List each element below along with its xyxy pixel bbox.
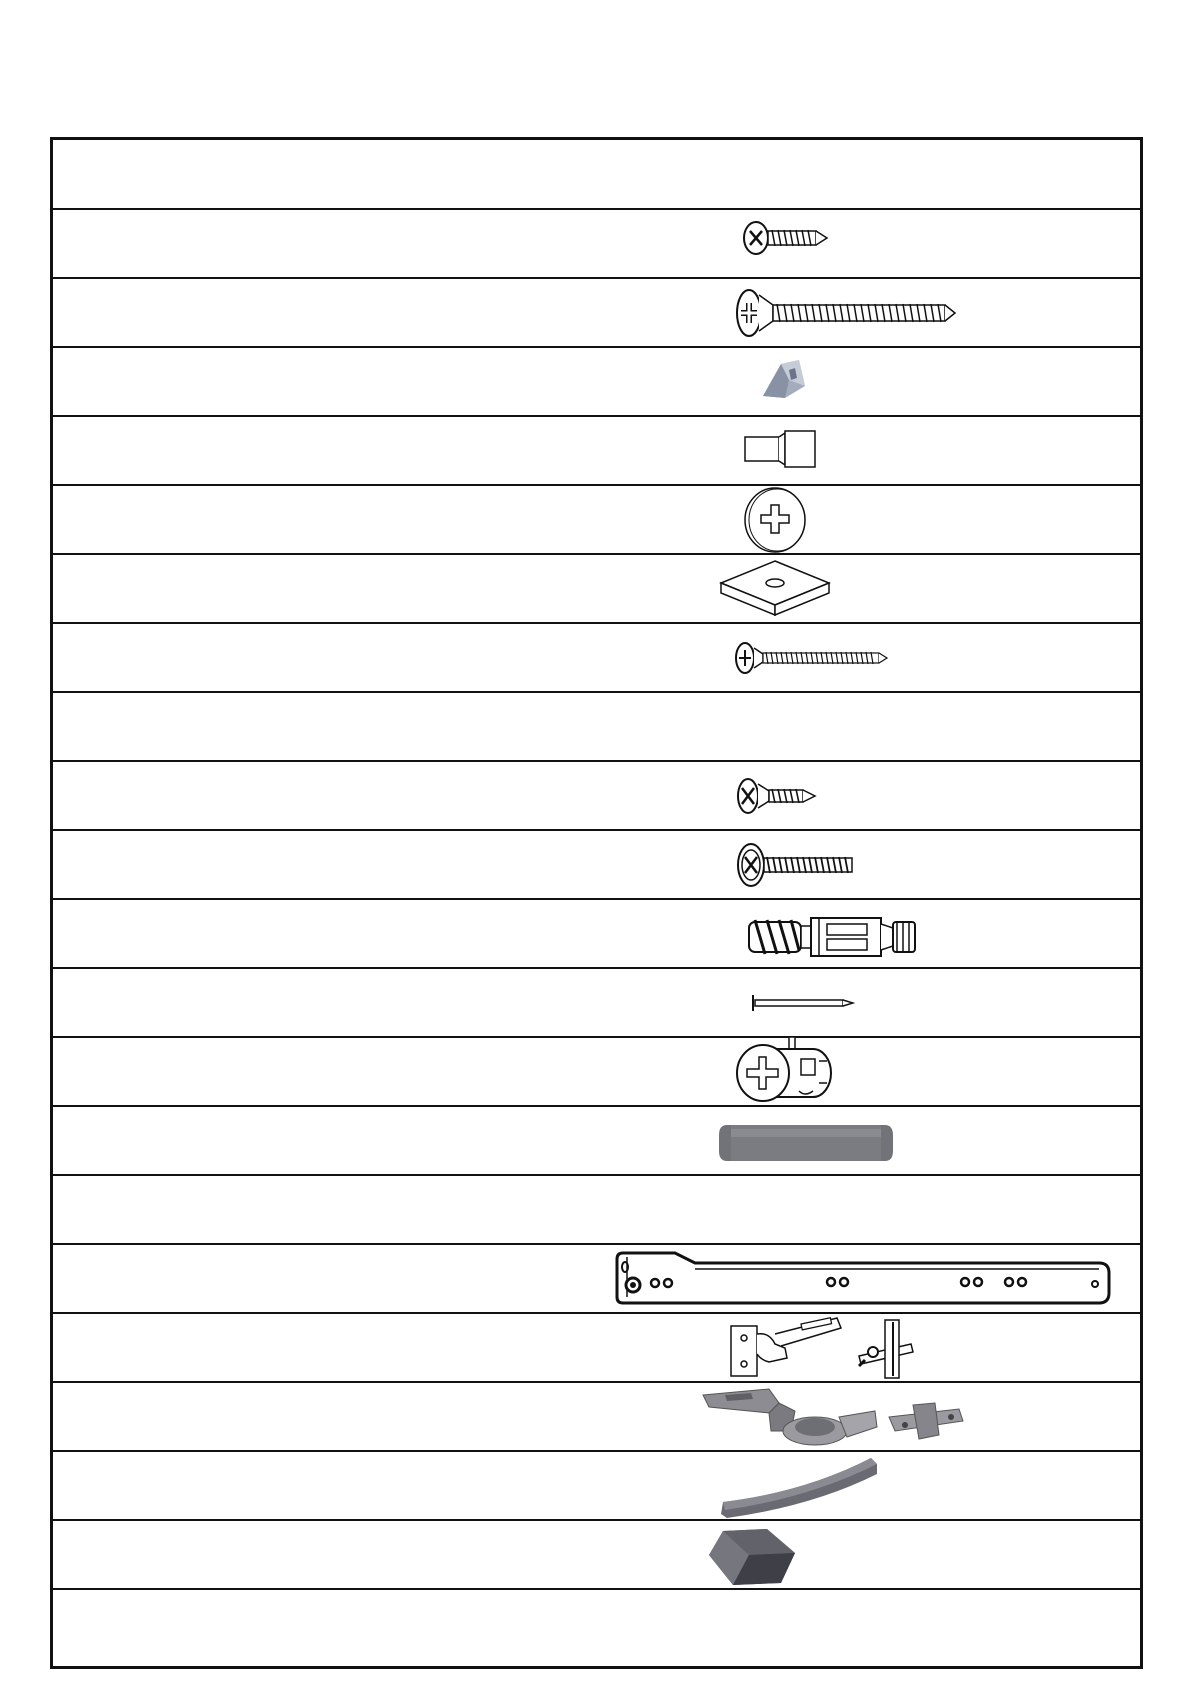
- table-row: [53, 624, 1140, 693]
- table-row: [53, 486, 1140, 555]
- long-countersunk-screw-icon: [733, 285, 959, 341]
- curved-handle-icon: [715, 1452, 885, 1520]
- hinge-shaded-icon: [699, 1383, 979, 1449]
- hinge-outline-icon: [725, 1314, 925, 1380]
- table-row: [53, 348, 1140, 417]
- wooden-dowel-icon: [717, 1123, 897, 1163]
- table-row: [53, 1452, 1140, 1521]
- table-row: [53, 969, 1140, 1038]
- nail-icon: [751, 993, 855, 1013]
- table-row: [53, 1038, 1140, 1107]
- table-row-footer: [53, 1590, 1140, 1666]
- table-row: [53, 900, 1140, 969]
- plastic-corner-block-icon: [759, 356, 809, 402]
- table-row-header: [53, 140, 1140, 210]
- table-row: [53, 417, 1140, 486]
- table-row: [53, 279, 1140, 348]
- shelf-pin-icon: [743, 427, 819, 471]
- hex-knob-icon: [705, 1525, 801, 1587]
- short-countersunk-screw-icon: [735, 774, 819, 818]
- table-row: [53, 1107, 1140, 1176]
- table-row: [53, 693, 1140, 762]
- table-row: [53, 831, 1140, 900]
- parts-table: [50, 137, 1143, 1669]
- short-pan-screw-icon: [741, 216, 831, 260]
- table-row: [53, 1521, 1140, 1590]
- table-row: [53, 1176, 1140, 1245]
- medium-countersunk-screw-icon: [733, 638, 893, 678]
- table-row: [53, 762, 1140, 831]
- screw-cap-disc-icon: [741, 485, 811, 555]
- washer-head-screw-icon: [735, 841, 861, 889]
- table-row: [53, 1245, 1140, 1314]
- drawer-runner-icon: [613, 1247, 1113, 1309]
- square-plate-icon: [717, 559, 833, 619]
- cam-bolt-icon: [745, 912, 921, 962]
- cam-lock-icon: [733, 1037, 837, 1107]
- table-row: [53, 210, 1140, 279]
- table-row: [53, 555, 1140, 624]
- table-row: [53, 1383, 1140, 1452]
- table-row: [53, 1314, 1140, 1383]
